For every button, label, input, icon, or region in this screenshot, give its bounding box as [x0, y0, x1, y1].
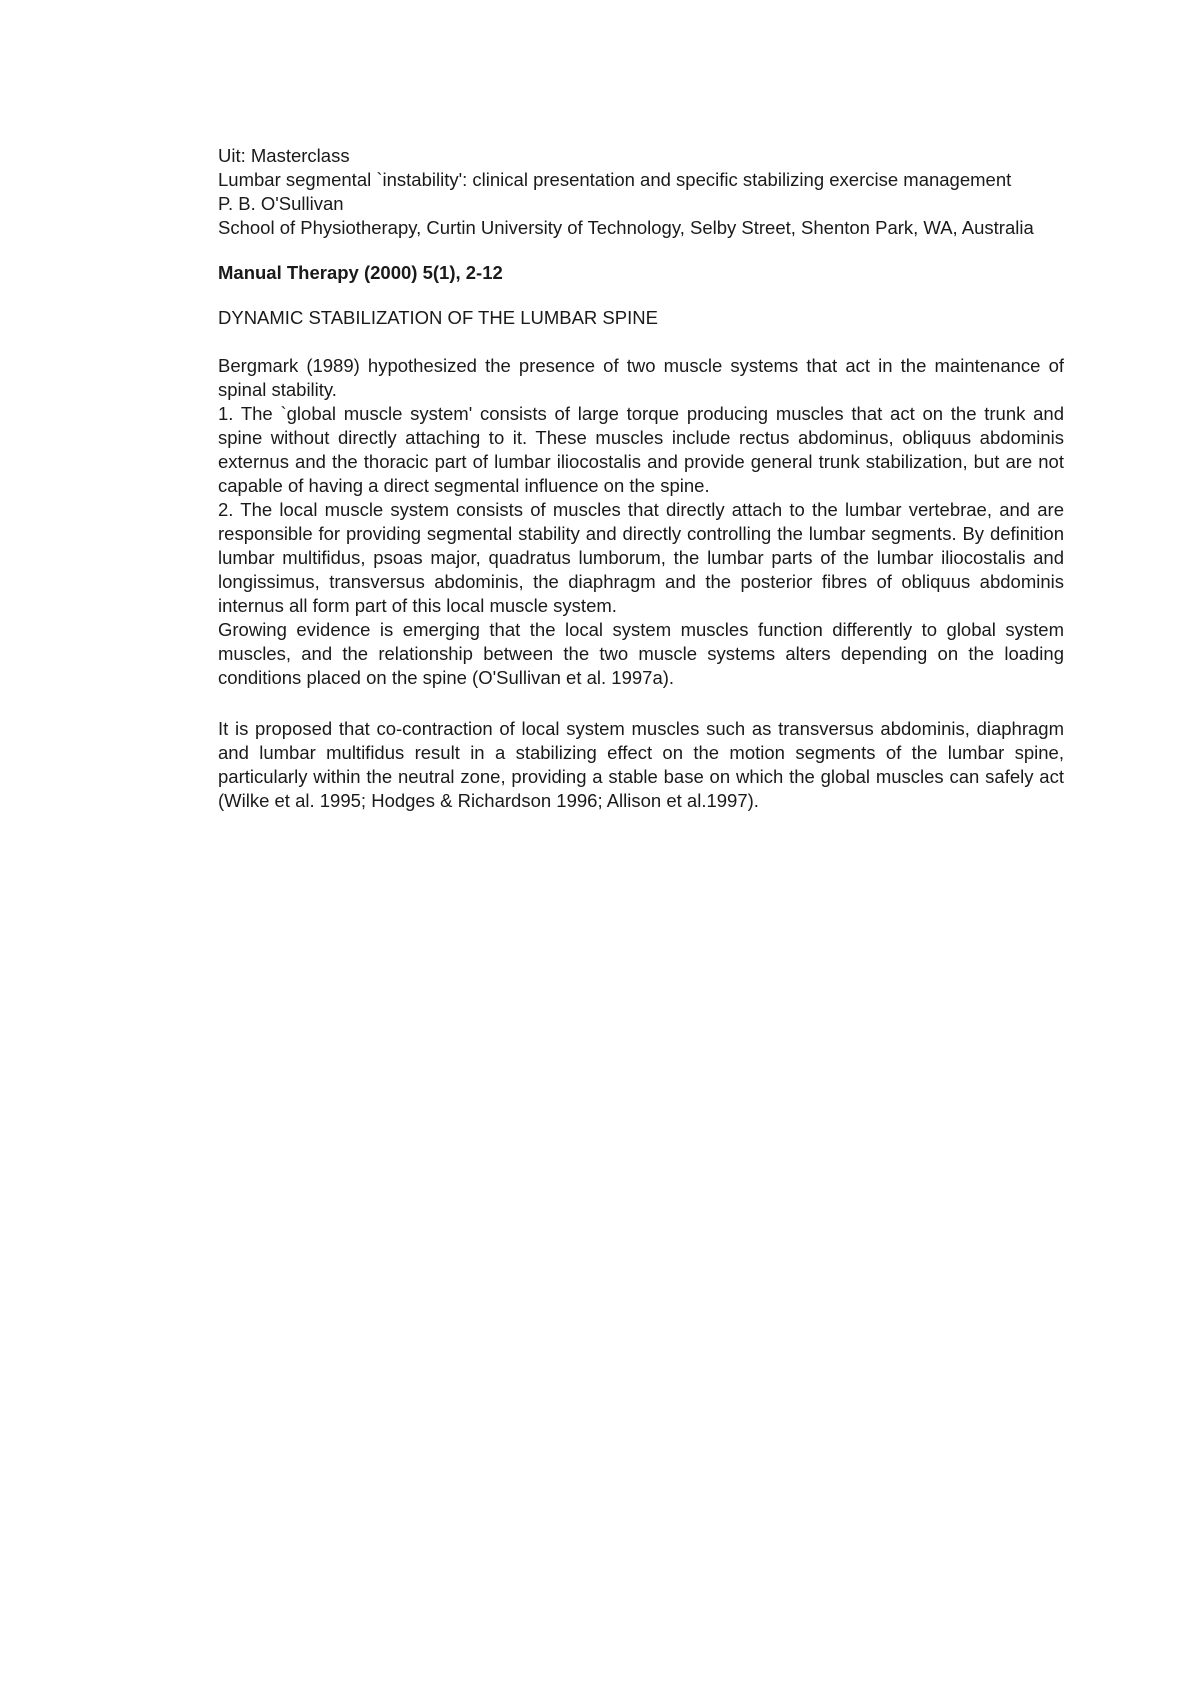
unit-line: Uit: Masterclass [218, 145, 350, 166]
document-page [218, 144, 1064, 813]
author-line: P. B. O'Sullivan [218, 193, 344, 214]
section-heading: DYNAMIC STABILIZATION OF THE LUMBAR SPINE [218, 307, 658, 328]
paragraph-intro: Bergmark (1989) hypothesized the presence of two muscle systems that act in the maintenance of spinal stability. [218, 355, 1064, 400]
paragraph-co-contraction: It is proposed that co-contraction of local system muscles such as transversus abdominis, diaphragm and lumbar multifidus result in a stabilizing effect on the motion segments of the lumbar spine, particularly within the neutral zone, providing a stable base on which the global muscles can safely act (Wilke et al. 1995; Hodges & Richardson 1996; Allison et al.1997). [218, 718, 1064, 811]
paragraph-evidence: Growing evidence is emerging that the local system muscles function differently to global system muscles, and the relationship between the two muscle systems alters depending on the loading conditions placed on the spine (O'Sullivan et al. 1997a). [218, 619, 1064, 688]
paragraph-global-system: 1. The `global muscle system' consists of large torque producing muscles that act on the trunk and spine without directly attaching to it. These muscles include rectus abdominus, obliquus abdominis externus and the thoracic part of lumbar iliocostalis and provide general trunk stabilization, but are not capable of having a direct segmental influence on the spine. [218, 403, 1064, 496]
affiliation-line: School of Physiotherapy, Curtin University of Technology, Selby Street, Shenton Park, WA, Australia [218, 217, 1034, 238]
paragraph-local-system: 2. The local muscle system consists of muscles that directly attach to the lumbar vertebrae, and are responsible for providing segmental stability and directly controlling the lumbar segments. By definition lumbar multifidus, psoas major, quadratus lumborum, the lumbar parts of the lumbar iliocostalis and longissimus, transversus abdominis, the diaphragm and the posterior fibres of obliquus abdominis internus all form part of this local muscle system. [218, 499, 1064, 616]
journal-citation: Manual Therapy (2000) 5(1), 2-12 [218, 262, 503, 283]
article-title: Lumbar segmental `instability': clinical presentation and specific stabilizing exercise management [218, 169, 1012, 190]
